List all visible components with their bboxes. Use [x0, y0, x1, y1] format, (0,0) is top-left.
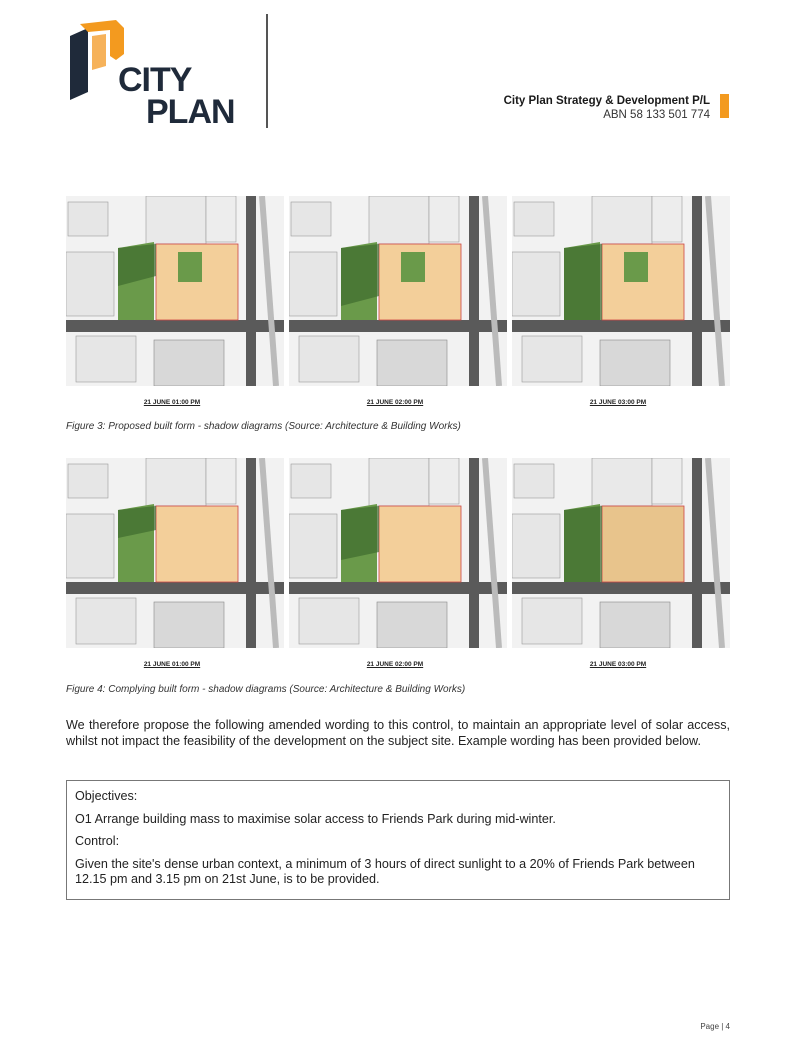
company-abn: ABN 58 133 501 774	[603, 109, 710, 121]
control-heading: Control:	[75, 834, 120, 848]
figure4-time-label-1: 21 JUNE 01:00 PM	[143, 661, 201, 668]
figure3-diagrams	[66, 196, 730, 386]
figure3-time-label-3: 21 JUNE 03:00 PM	[589, 399, 647, 406]
logo-wordmark	[118, 61, 235, 131]
logo-line2: PLAN	[146, 93, 235, 131]
header-accent-bar	[720, 94, 729, 118]
figure4-diagrams	[66, 458, 730, 648]
figure4-diagram-3	[512, 458, 730, 648]
figure3-time-label-2: 21 JUNE 02:00 PM	[366, 399, 424, 406]
proposed-wording-box	[66, 780, 730, 900]
figure4-time-label-2: 21 JUNE 02:00 PM	[366, 661, 424, 668]
figure3-diagram-2	[289, 196, 507, 386]
objectives-heading: Objectives:	[75, 789, 138, 803]
figure4-diagram-2	[289, 458, 507, 648]
figure3-caption: Figure 3: Proposed built form - shadow diagrams (Source: Architecture & Building Works)	[66, 421, 461, 432]
header-divider	[266, 14, 268, 128]
page-number: Page | 4	[700, 1022, 730, 1031]
logo-line1: CITY	[118, 61, 192, 99]
figure4-diagram-1	[66, 458, 284, 648]
figure3-time-label-1: 21 JUNE 01:00 PM	[143, 399, 201, 406]
company-name: City Plan Strategy & Development P/L	[503, 95, 710, 107]
company-block	[504, 94, 710, 122]
objective-1: O1 Arrange building mass to maximise solar access to Friends Park during mid-winter.	[75, 811, 556, 826]
city-plan-logo	[66, 20, 266, 130]
body-paragraph: We therefore propose the following amended wording to this control, to maintain an appropriate level of solar access, whilst not impact the feasibility of the development on the subject site. Example wording has been provided below.	[66, 718, 730, 748]
control-text: Given the site's dense urban context, a minimum of 3 hours of direct sunlight to a 20% of Friends Park between 12.15 pm and 3.15 pm on 21st June, is to be provided.	[75, 856, 695, 886]
figure4-caption: Figure 4: Complying built form - shadow diagrams (Source: Architecture & Building Works)	[66, 684, 466, 695]
figure3-diagram-1	[66, 196, 284, 386]
city-plan-logo-icon	[66, 20, 126, 100]
figure3-diagram-3	[512, 196, 730, 386]
figure4-time-label-3: 21 JUNE 03:00 PM	[589, 661, 647, 668]
